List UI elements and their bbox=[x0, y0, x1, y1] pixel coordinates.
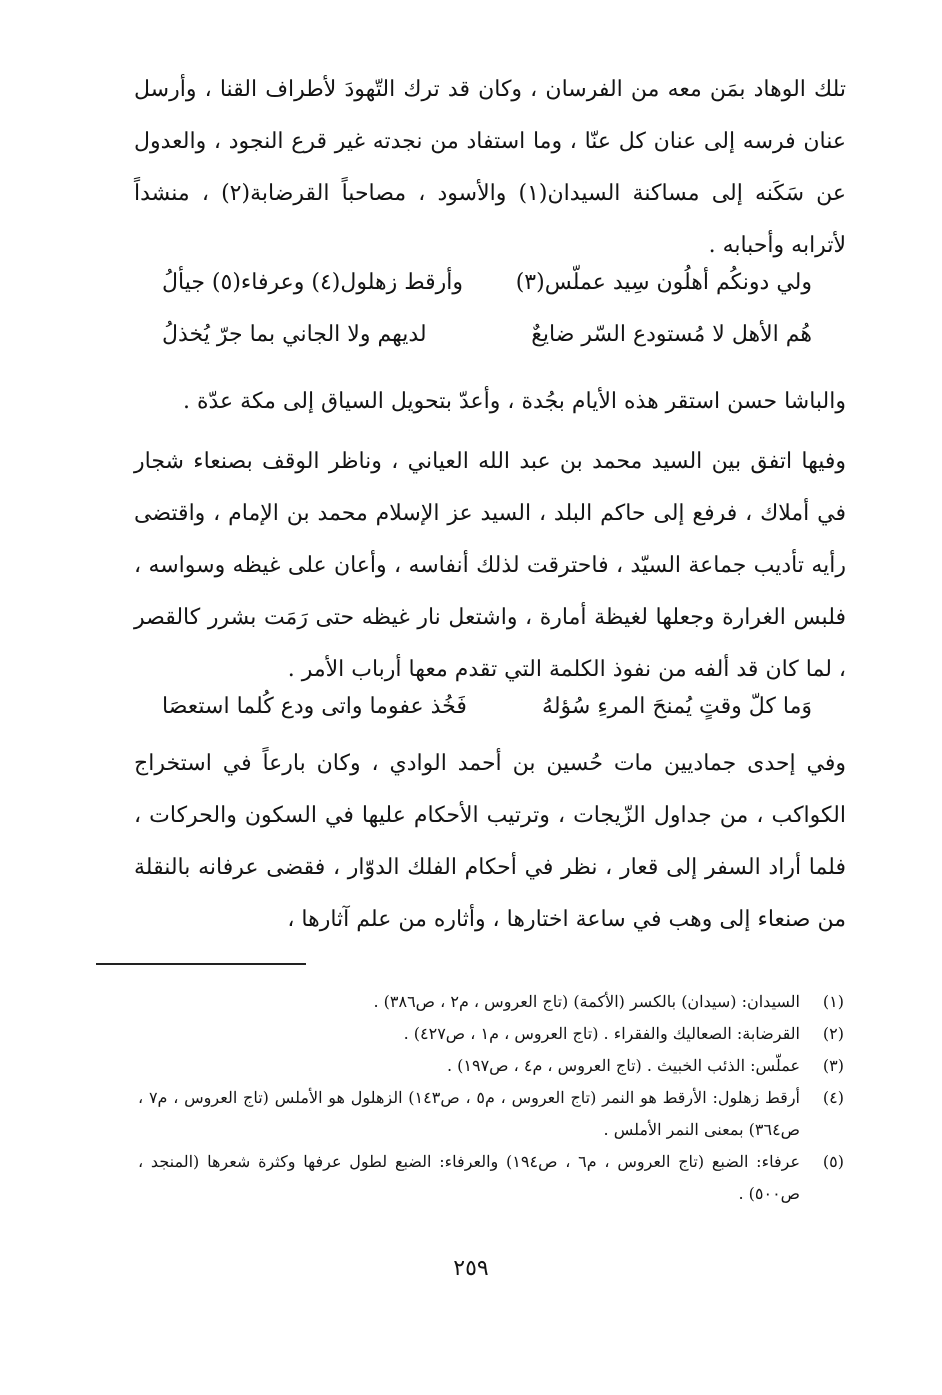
footnote-number: (٤) bbox=[822, 1088, 844, 1107]
verse-2-second-hemistich: لديهم ولا الجاني بما جرّ يُخذلُ bbox=[162, 322, 427, 347]
verse-line-2 bbox=[162, 310, 812, 360]
verse-3-first-hemistich: وَما كلّ وقتٍ يُمنحَ المرءِ سُؤلهُ bbox=[542, 694, 812, 719]
verse-1-first-hemistich: ولي دونكُم أهلُون سِيد عملّس(٣) bbox=[515, 270, 812, 295]
footnote-text: عرفاء: الضبع (تاج العروس ، م٦ ، ص١٩٤) والعرفاء: الضبع لطول عرفها وكثرة شعرها (المنجد ، ص٥٠٠) . bbox=[138, 1152, 800, 1203]
footnote-text: السيدان: (سيدان) بالكسر (الأكمة) (تاج العروس ، م٢ ، ص٣٨٦) . bbox=[373, 992, 800, 1011]
footnotes-list bbox=[138, 986, 844, 1210]
paragraph-1: تلك الوهاد بمَن معه من الفرسان ، وكان قد ترك التّهودَ لأطراف القنا ، وأرسل عنان فرسه إلى عنان كل عنّا ، وما استفاد من نجدته غير قرع النجود ، والعدول عن سَكَنه إلى مساكنة السيدان(١) والأسود ، مصاحباً القرضابة(٢) ، منشداً لأترابه وأحبابه . bbox=[134, 77, 847, 258]
paragraph-4: وفي إحدى جماديين مات حُسين بن أحمد الوادي ، وكان بارعاً في استخراج الكواكب ، من جداول الزّيجات ، وترتيب الأحكام عليها في السكون والحركات ، فلما أراد السفر إلى قعار ، نظر في أحكام الفلك الدوّار ، فقضى عرفانه بالنقلة من صنعاء إلى وهب في ساعة اختارها ، وأثاره من علم آثارها ، bbox=[134, 751, 846, 932]
paragraph-3: وفيها اتفق بين السيد محمد بن عبد الله العياني ، وناظر الوقف بصنعاء شجار في أملاك ، فرفع إلى حاكم البلد ، السيد عز الإسلام محمد بن الإمام ، واقتضى رأيه تأديب جماعة السيّد ، فاحترقت لذلك أنفاسه ، وأعان على غيظه وسواسه ، فلبس الغرارة وجعلها لغيظة أمارة ، واشتعل نار غيظه حتى رَمَت بشرر كالقصر ، لما كان قد ألفه من نفوذ الكلمة التي تقدم معها أرباب الأمر . bbox=[134, 449, 846, 682]
footnote-number: (٣) bbox=[822, 1056, 844, 1075]
footnote-separator bbox=[96, 963, 306, 965]
footnote-item bbox=[138, 1050, 844, 1082]
footnote-number: (٢) bbox=[822, 1024, 844, 1043]
footnote-number: (٥) bbox=[822, 1152, 844, 1171]
footnote-item bbox=[138, 1082, 844, 1146]
footnote-item bbox=[138, 1018, 844, 1050]
page-number: ٢٥٩ bbox=[453, 1256, 489, 1281]
footnote-text: القرضابة: الصعاليك والفقراء . (تاج العروس ، م١ ، ص٤٢٧) . bbox=[403, 1024, 800, 1043]
footnote-item bbox=[138, 986, 844, 1018]
footnote-text: عملّس: الذئب الخبيث . (تاج العروس ، م٤ ، ص١٩٧) . bbox=[446, 1056, 800, 1075]
paragraph-2: والباشا حسن استقر هذه الأيام بجُدة ، وأعدّ بتحويل السياق إلى مكة عدّة . bbox=[183, 389, 846, 414]
verse-line-1 bbox=[162, 258, 812, 308]
footnote-item bbox=[138, 1146, 844, 1210]
footnote-text: أرقط زهلول: الأرقط هو النمر (تاج العروس ، م٥ ، ص١٤٣) الزهلول هو الأملس (تاج العروس ، م٧ ، ص٣٦٤) بمعنى النمر الأملس . bbox=[138, 1088, 801, 1139]
footnote-number: (١) bbox=[822, 992, 844, 1011]
verse-1-second-hemistich: وأرقط زهلول(٤) وعرفاء(٥) جيألُ bbox=[162, 270, 463, 295]
verse-line-3 bbox=[162, 682, 812, 732]
verse-3-second-hemistich: فَخُذ عفوما واتى ودع كُلما استعصَا bbox=[162, 694, 467, 719]
verse-2-first-hemistich: هُم الأهل لا مُستودع السّر ضايعٌ bbox=[531, 322, 812, 347]
